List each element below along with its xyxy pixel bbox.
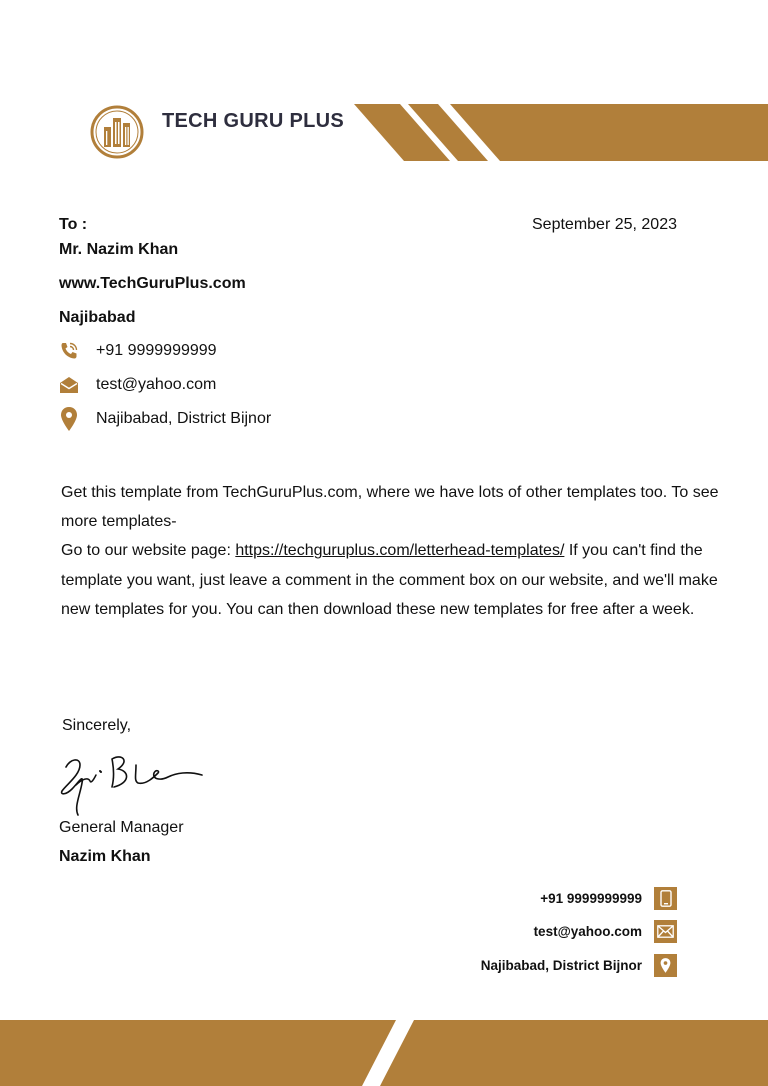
recipient-website: www.TechGuruPlus.com — [59, 275, 246, 292]
to-label: To : — [59, 216, 88, 233]
mail-icon — [654, 920, 677, 943]
recipient-email-row — [59, 373, 216, 397]
letter-body — [61, 478, 721, 624]
footer-email-row — [534, 919, 677, 943]
recipient-city: Najibabad — [59, 309, 136, 326]
envelope-icon — [59, 374, 79, 396]
footer-email: test@yahoo.com — [533, 923, 642, 939]
recipient-phone-row — [59, 339, 217, 363]
handwritten-signature — [56, 745, 206, 825]
signer-title: General Manager — [59, 819, 184, 836]
body-rest: If you can't find the template you want, just leave a comment in the comment box on our website, and we'll make new templates for you. You can then download these new templates for free after a week. — [61, 542, 718, 618]
footer-phone-row — [540, 886, 677, 910]
recipient-phone: +91 9999999999 — [96, 342, 217, 359]
location-pin-icon — [654, 954, 677, 977]
mobile-phone-icon — [654, 887, 677, 910]
footer-address: Najibabad, District Bijnor — [480, 957, 642, 973]
header-decorative-band — [350, 104, 768, 161]
location-pin-icon — [59, 408, 79, 430]
closing-salutation: Sincerely, — [62, 717, 132, 734]
phone-icon — [59, 340, 79, 362]
signer-name: Nazim Khan — [59, 848, 151, 865]
footer-decorative-band — [0, 1020, 768, 1086]
recipient-address-row — [59, 407, 271, 431]
footer-address-row — [481, 953, 677, 977]
building-logo-icon — [90, 105, 144, 159]
recipient-name: Mr. Nazim Khan — [59, 241, 179, 258]
body-intro: Get this template from TechGuruPlus.com, where we have lots of other templates too. To see more templates- — [61, 484, 719, 531]
company-name: TECH GURU PLUS — [162, 110, 344, 132]
letter-date: September 25, 2023 — [532, 216, 677, 233]
recipient-email: test@yahoo.com — [96, 376, 217, 393]
recipient-address: Najibabad, District Bijnor — [96, 410, 272, 427]
body-go-to: Go to our website page: — [61, 542, 236, 560]
templates-link[interactable]: https://techguruplus.com/letterhead-templates/ — [235, 542, 565, 560]
footer-phone: +91 9999999999 — [540, 890, 642, 906]
